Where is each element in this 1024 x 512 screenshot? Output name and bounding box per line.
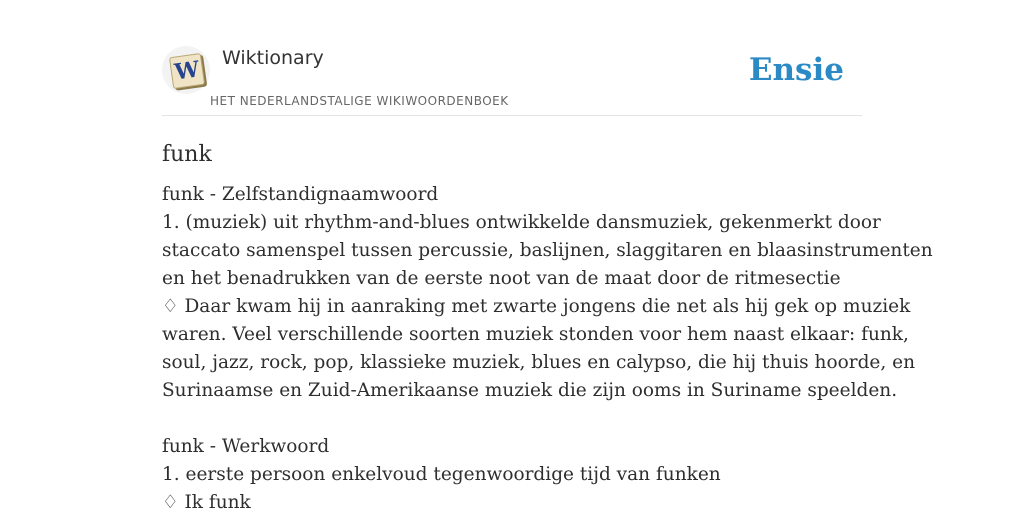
- brand-logo[interactable]: Ensie: [748, 52, 844, 88]
- wiktionary-logo[interactable]: [162, 46, 210, 94]
- page-title: funk: [162, 142, 212, 167]
- entry-spacer: [162, 405, 862, 433]
- header: [162, 0, 862, 116]
- definition-line: 1. (muziek) uit rhythm-and-blues ontwikkelde dansmuziek, gekenmerkt door: [162, 212, 881, 233]
- site-subtitle: HET NEDERLANDSTALIGE WIKIWOORDENBOEK: [210, 94, 509, 108]
- main-content: [162, 116, 933, 512]
- definition-line: 1. eerste persoon enkelvoud tegenwoordige tijd van funken: [162, 464, 721, 485]
- example-line: ♢ Ik funk: [162, 492, 251, 512]
- example-line: waren. Veel verschillende soorten muziek stonden voor hem naast elkaar: funk,: [162, 324, 909, 345]
- example-line: soul, jazz, rock, pop, klassieke muziek, blues en calypso, die hij thuis hoorde, en: [162, 352, 916, 373]
- site-title[interactable]: Wiktionary: [222, 47, 324, 69]
- entry-verb: [162, 433, 862, 512]
- logo-tile: [169, 53, 205, 89]
- entry-heading: funk - Werkwoord: [162, 436, 330, 457]
- entry-noun: [162, 181, 933, 405]
- definition-card: [162, 0, 933, 512]
- definition-line: staccato samenspel tussen percussie, baslijnen, slaggitaren en blaasinstrumenten: [162, 240, 933, 261]
- example-line: ♢ Daar kwam hij in aanraking met zwarte jongens die net als hij gek op muziek: [162, 296, 911, 317]
- definition-line: en het benadrukken van de eerste noot van de maat door de ritmesectie: [162, 268, 841, 289]
- logo-letter-icon: W: [172, 56, 202, 86]
- entry-heading: funk - Zelfstandignaamwoord: [162, 184, 439, 205]
- example-line: Surinaamse en Zuid-Amerikaanse muziek die zijn ooms in Suriname speelden.: [162, 380, 898, 401]
